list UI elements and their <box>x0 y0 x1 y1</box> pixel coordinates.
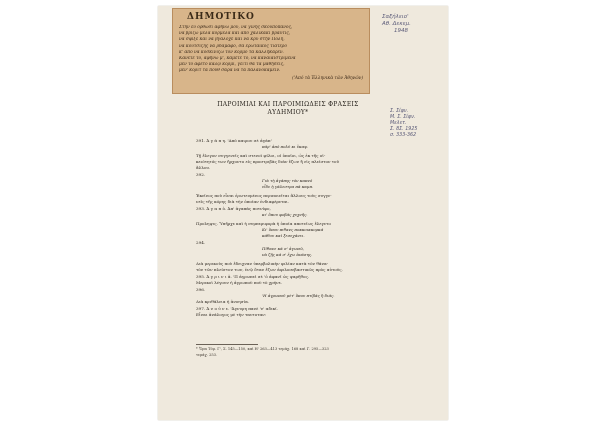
clipping-line: νὰ κουτσίζης νὰ ρδαμαφό, σὰ ἐρωταικὸς τιάτερο <box>179 43 287 49</box>
footnote-line: * Ὅρα Τόμ. Γ', Σ. 145—150, καὶ Η' 263—413 τεμάχ. 168 καὶ Γ. 295—323 <box>196 347 329 351</box>
clipping-line: μὲν τὸ αφετὸ καλῷ κορμὶ, γειτὶ θὰ τὰ μαθήσεις, <box>179 62 285 68</box>
clipping-poem <box>179 25 363 75</box>
clipping-source: ('Από τὰ Ἑλληνικὰ τῶν Ἀθηνῶν) <box>292 75 363 81</box>
handwritten-line: 1948 <box>394 28 408 34</box>
article-heading <box>198 101 378 117</box>
clipping-line: κ' ἀπὸ νὰ κοσκινίζω τὸν κορμὸ τὰ καλλήκαρεν. <box>179 49 284 55</box>
heading-line: ΠΑΡΟΙΜΙΑΙ ΚΑΙ ΠΑΡΟΙΜΙΩΔΕΙΣ ΦΡΑΣΕΙΣ <box>217 101 359 108</box>
proverb-verse: Γιὰ τὴ ἀγάπης τὸν καπνό <box>262 178 313 183</box>
proverb-verse: νὰ ζῇς κά σ' ἔχω ἀνάσης. <box>262 252 313 257</box>
body-line: Τῇ ἔλεγον συγγενεῖς καὶ στενοὶ φίλοι, οἱ ὁποῖοι, ὡς ἐκ τῆς οἰ- <box>196 153 326 158</box>
proverb-verse: κι' ὅπου φοβάς χεχνῆς. <box>262 212 308 217</box>
proverb-entry: 391. Ἀ γ ά π η. 'Από καιρου σὲ ἀγάπ' <box>196 138 272 143</box>
handwritten-line: Σ. 8Σ. 1925 <box>390 127 418 132</box>
body-line: ἄλλου. <box>196 165 211 170</box>
handwritten-note-top <box>382 14 411 35</box>
body-line: Διὰ κριθάλεια ἡ ἀνοησία. <box>196 299 250 304</box>
proverb-verse: Κι' ὅπου πιθανς ποκκοικκορκά <box>262 227 324 232</box>
footnote-divider <box>196 344 258 345</box>
body-line: τὸν τῶν πλείστον των, ἐνῷ ὅταν ἔζων ἀφιλοσεβαστικῶς πρὸς αὐτούς. <box>196 267 343 272</box>
clipping-title: ΔΗΜΟΤΙΚΟ <box>187 12 255 22</box>
proverb-verse: εἶδε ἡ γάλεστρα πὰ καμπ. <box>262 184 314 189</box>
footnote <box>196 347 406 358</box>
handwritten-note-right <box>390 109 417 139</box>
clipping-line: νὰ βρίζω μέλα κόρμελα καὶ ἀπὸ χαλικάκι βραυτὶς, <box>179 31 291 37</box>
proverb-entry: 396. <box>196 287 206 292</box>
document-page <box>158 6 448 420</box>
body-line: κειότητός των ἤρχοντο εἰς προστριβὰς διὰν ἔζων ἢ εἰς πλείστον τοῦ <box>196 159 339 164</box>
proverb-entry: 395. Ἀ γ ρ ι ν ι ἀ. 'Π ἀγρωπεἰ σὲ 'ὁ ἀφανῖ ὡς ψαρῆθος. <box>196 274 310 279</box>
heading-line: ΑΥΔΗΜΙΟΥ* <box>267 109 309 116</box>
proverb-verse: Πίθανε κά σ' ἀγωπῶ, <box>262 246 305 251</box>
clipping-line: Στην εὐ ορθώσι ἀφήνω μοῦ, να γίνης σκουπόπανος, <box>179 25 293 30</box>
handwritten-line: Μελετ. <box>390 121 407 126</box>
proverb-verse: 'Η ἀγρωποῦ μέτ' ὅπου πτίβάς ἢ διάς. <box>262 293 335 298</box>
body-line: Διὰ μερικοὺς ποὺ ἔδειχναν ὑπερβολικὴν φιλίαν κατὰ τὸν θάνα- <box>196 261 329 266</box>
proverb-entry: 397. Ἀ ν ο ὑ ν ε. 'Ἀγνυρη πανὲ 'ν' αδικί. <box>196 306 278 311</box>
proverb-entry: 393. Ἀ γ α π ὁ. Ἀπ' ἀγαπάς ποτνίφο, <box>196 206 271 211</box>
body-line: Εἶναι ἀνάλογος μὲ τὴν ταυτοταν: <box>196 312 267 317</box>
handwritten-line: Μ. Σ. Σίφν. <box>390 115 416 120</box>
handwritten-line: σ. 333-362 <box>390 133 417 138</box>
proverb-entry: 392. <box>196 172 206 177</box>
body-line: Μερικοὶ λέγουν ἡ ἀγρωποὺ ποὺ τὸ χρήνε. <box>196 280 283 285</box>
handwritten-line: Σαξήλειο' <box>382 14 409 20</box>
clipping-line: νὰ σφίξε καὶ νὰ βγάλοχε καὶ να κρυ στὴν Πόλη, <box>179 37 285 43</box>
body-line: νεῖς τῆς κόρης διὰ τὴν ὁποίαν ἐνδιαφέρεται. <box>196 199 289 204</box>
body-line: Προληψις. Ὑπῆρχε καὶ ἡ συμπεριφορὰ ἡ ὁποία αποτεῖως ἔλεγετο <box>196 221 331 226</box>
proverb-verse: κάθου καὶ ξεσεχάνει. <box>262 233 305 238</box>
handwritten-line: Αθ. Δεκεμ. <box>382 21 411 27</box>
proverb-verse: πάρ' ἀπὸ πολὺ κι ἔκαψ. <box>262 144 309 149</box>
body-line: Ἐκεῖνος ποὺ εἶναι ἐρωτευμένος περιποιεῖται ἄλλους τοὺς συγγε- <box>196 193 332 198</box>
proverb-entry: 294. <box>196 240 206 245</box>
clipping-line: Κάνετε το, ἀφήνω μ', κάμετε το, νὰ καναιαιστριμένα <box>179 56 296 62</box>
handwritten-line: Σ. Σίφν. <box>390 109 409 114</box>
article-body <box>196 137 404 318</box>
footnote-line: τεμάχ. 253. <box>196 352 218 357</box>
clipping-line: μὲν' κόριτ τὰ ποὺθ σαρὰ νὰ τὰ παλάνοκάμειν. <box>179 68 281 74</box>
newspaper-clipping <box>172 8 370 94</box>
